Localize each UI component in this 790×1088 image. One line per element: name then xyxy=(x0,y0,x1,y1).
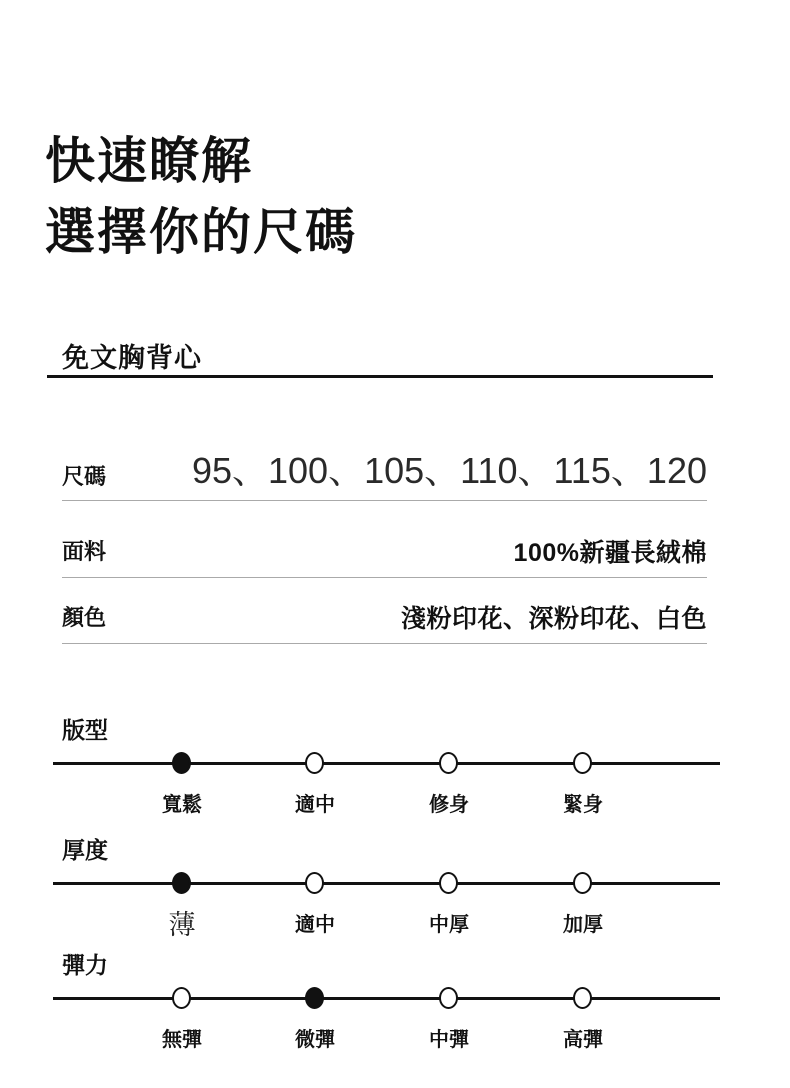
spec-row-size xyxy=(62,444,707,501)
scale-fit-option-2: 適中 xyxy=(295,794,335,816)
product-name: 免文胸背心 xyxy=(62,343,202,373)
page-title-line2: 選擇你的尺碼 xyxy=(45,204,357,260)
spec-value-color: 淺粉印花、深粉印花、白色 xyxy=(400,605,707,633)
scale-fit-dot-3 xyxy=(439,752,458,774)
spec-value-fabric: 100%新疆長絨棉 xyxy=(513,539,707,567)
spec-label-fabric: 面料 xyxy=(62,539,107,564)
scale-thickness-option-3: 中厚 xyxy=(429,914,469,936)
scale-thickness-dot-3 xyxy=(439,872,458,894)
spec-label-color: 顏色 xyxy=(62,605,107,630)
scale-fit-title: 版型 xyxy=(62,717,108,743)
scale-fit-option-1: 寬鬆 xyxy=(162,794,202,816)
scale-elasticity-dot-3 xyxy=(439,987,458,1009)
scale-elasticity xyxy=(0,947,790,1059)
scale-elasticity-option-4: 高彈 xyxy=(563,1029,603,1051)
scale-thickness-dot-2 xyxy=(305,872,324,894)
scale-fit-dot-1 xyxy=(172,752,191,774)
scale-elasticity-option-2: 微彈 xyxy=(295,1029,335,1051)
scale-fit xyxy=(0,712,790,824)
scale-elasticity-dot-1 xyxy=(172,987,191,1009)
scale-thickness xyxy=(0,832,790,944)
scale-elasticity-option-1: 無彈 xyxy=(162,1029,202,1051)
page-title xyxy=(45,126,357,268)
scale-fit-option-3: 修身 xyxy=(429,794,469,816)
scale-elasticity-option-3: 中彈 xyxy=(429,1029,469,1051)
scale-thickness-track xyxy=(53,882,720,885)
spec-row-fabric xyxy=(62,528,707,578)
scale-thickness-option-4: 加厚 xyxy=(563,914,603,936)
scale-elasticity-dot-4 xyxy=(573,987,592,1009)
scale-thickness-dot-4 xyxy=(573,872,592,894)
scale-elasticity-title: 彈力 xyxy=(62,952,108,978)
spec-value-size: 95、100、105、110、115、120 xyxy=(191,450,707,491)
scale-elasticity-dot-2 xyxy=(305,987,324,1009)
spec-row-color xyxy=(62,594,707,644)
scale-fit-dot-4 xyxy=(573,752,592,774)
scale-elasticity-track xyxy=(53,997,720,1000)
page-title-line1: 快速瞭解 xyxy=(45,133,253,189)
scale-fit-track xyxy=(53,762,720,765)
spec-label-size: 尺碼 xyxy=(62,464,107,489)
section-divider-rule xyxy=(47,375,713,378)
scale-fit-option-4: 緊身 xyxy=(563,794,603,816)
scale-thickness-dot-1 xyxy=(172,872,191,894)
scale-thickness-title: 厚度 xyxy=(62,837,108,863)
scale-fit-dot-2 xyxy=(305,752,324,774)
scale-thickness-option-1: 薄 xyxy=(168,910,196,940)
scale-thickness-option-2: 適中 xyxy=(295,914,335,936)
